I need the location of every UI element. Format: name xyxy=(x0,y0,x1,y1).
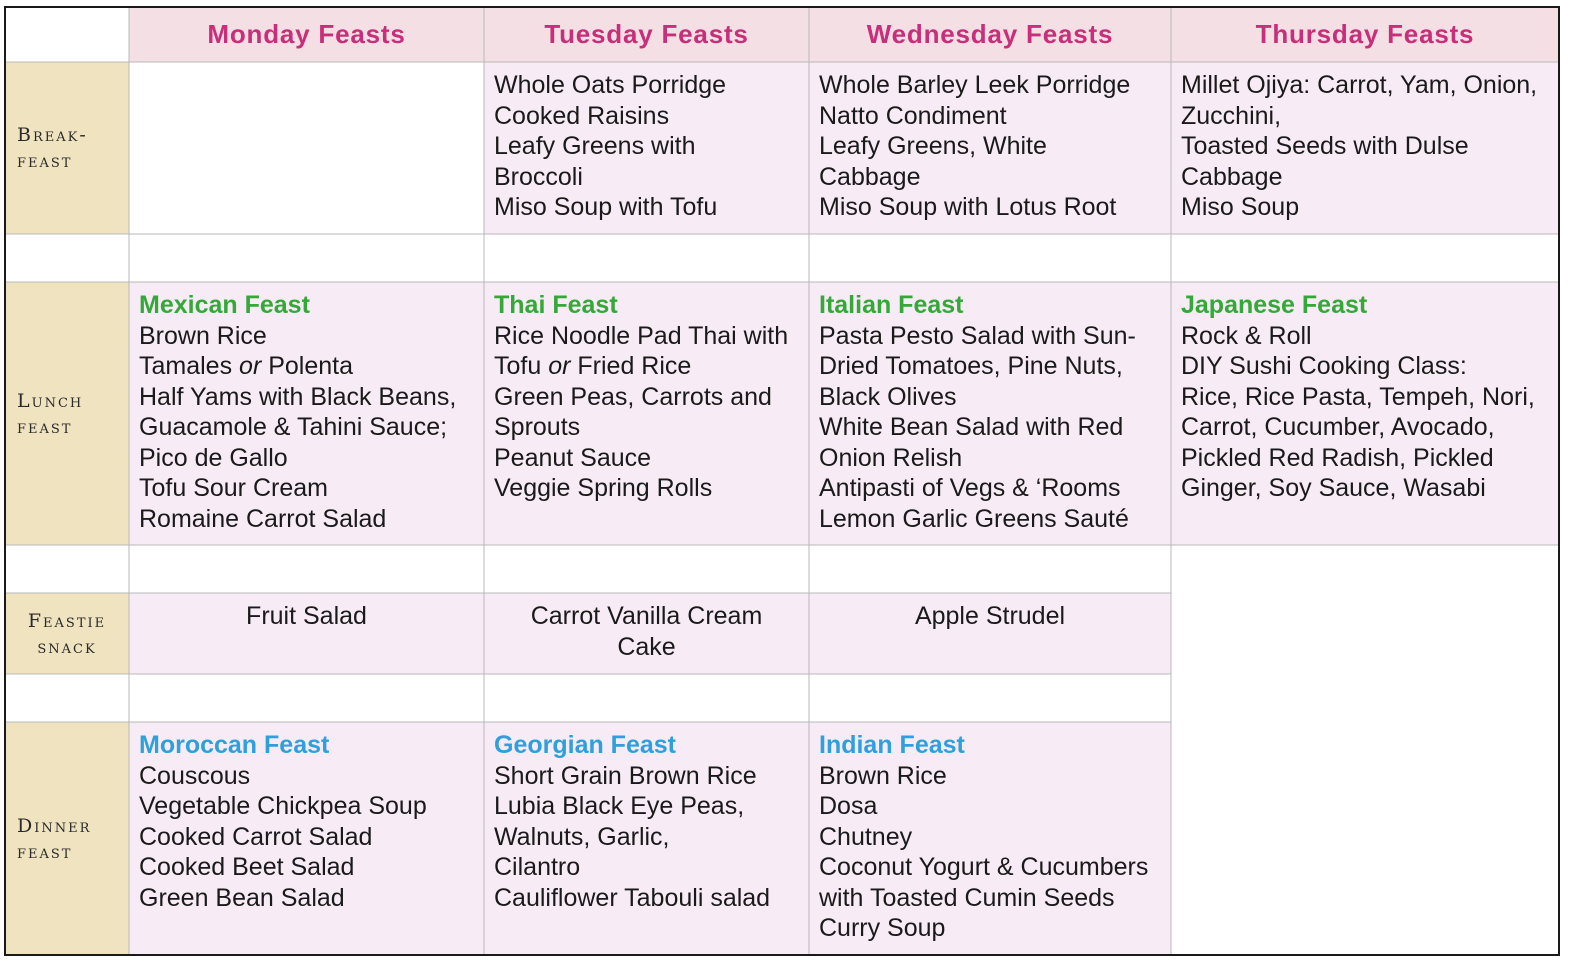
menu-item: Cooked Raisins xyxy=(494,101,670,130)
menu-item: Toasted Seeds with Dulse xyxy=(1181,132,1469,160)
menu-item: Cabbage xyxy=(819,162,921,191)
menu-item: Broccoli xyxy=(494,162,583,191)
feast-title: Moroccan Feast xyxy=(139,731,330,759)
header-monday: Monday Feasts xyxy=(129,7,484,62)
menu-item: Rock & Roll xyxy=(1181,321,1312,350)
menu-item: White Bean Salad with Red xyxy=(819,413,1124,441)
menu-item-part: Tamales xyxy=(139,352,240,380)
menu-item: Fruit Salad xyxy=(246,602,367,630)
row-label-breakfast-line2: feast xyxy=(17,150,73,172)
menu-item: Green Peas, Carrots and xyxy=(494,382,772,411)
feast-title: Mexican Feast xyxy=(139,291,310,319)
row-label-dinner-line1: Dinner xyxy=(17,814,92,837)
menu-item: Couscous xyxy=(139,761,251,790)
menu-item: Dried Tomatoes, Pine Nuts, xyxy=(819,352,1123,380)
menu-item: Half Yams with Black Beans, xyxy=(139,382,457,411)
menu-item: Leafy Greens with xyxy=(494,132,696,160)
menu-item: Lubia Black Eye Peas, xyxy=(494,792,745,820)
menu-item: Millet Ojiya: Carrot, Yam, Onion, xyxy=(1181,71,1538,99)
feast-title: Georgian Feast xyxy=(494,731,676,759)
menu-item: Dosa xyxy=(819,792,878,820)
menu-item: DIY Sushi Cooking Class: xyxy=(1181,352,1467,380)
row-label-lunch-line1: Lunch xyxy=(17,389,84,412)
menu-item: Tofu Sour Cream xyxy=(139,474,328,502)
menu-item: Lemon Garlic Greens Sauté xyxy=(819,504,1129,533)
menu-item: Cake xyxy=(617,632,676,661)
menu-item-part: Polenta xyxy=(261,352,354,380)
menu-item: Peanut Sauce xyxy=(494,443,652,472)
menu-item: Cilantro xyxy=(494,853,581,881)
row-label-snack-line2: snack xyxy=(37,635,97,658)
menu-item: Cabbage xyxy=(1181,162,1283,191)
menu-item: Vegetable Chickpea Soup xyxy=(139,792,427,820)
menu-item: Black Olives xyxy=(819,382,957,411)
feast-title: Japanese Feast xyxy=(1181,291,1368,319)
menu-item: Zucchini, xyxy=(1181,101,1282,130)
menu-item: Brown Rice xyxy=(139,321,267,350)
menu-item: Guacamole & Tahini Sauce; xyxy=(139,413,448,441)
menu-item: Antipasti of Vegs & ‘Rooms xyxy=(819,474,1121,502)
or-word: or xyxy=(239,352,262,380)
menu-item: Rice, Rice Pasta, Tempeh, Nori, xyxy=(1181,382,1535,411)
menu-item: Miso Soup with Tofu xyxy=(494,193,718,221)
menu-item: Cooked Carrot Salad xyxy=(139,822,373,851)
menu-item: Cauliflower Tabouli salad xyxy=(494,883,771,912)
feast-title: Indian Feast xyxy=(819,731,965,759)
menu-item: Short Grain Brown Rice xyxy=(494,761,757,790)
feast-title: Thai Feast xyxy=(494,291,618,319)
menu-item: Natto Condiment xyxy=(819,101,1007,130)
menu-item: Rice Noodle Pad Thai with xyxy=(494,321,789,350)
menu-item: Ginger, Soy Sauce, Wasabi xyxy=(1181,474,1486,502)
menu-item: Pico de Gallo xyxy=(139,443,288,472)
menu-item: Leafy Greens, White xyxy=(819,132,1047,160)
row-label-lunch-line2: feast xyxy=(17,415,73,438)
header-tuesday: Tuesday Feasts xyxy=(484,7,809,62)
menu-item: Onion Relish xyxy=(819,443,963,472)
menu-item-part: Tofu xyxy=(494,352,549,380)
menu-item: Veggie Spring Rolls xyxy=(494,474,713,502)
menu-item: Whole Barley Leek Porridge xyxy=(819,71,1131,99)
header-wednesday: Wednesday Feasts xyxy=(809,7,1171,62)
menu-item: Walnuts, Garlic, xyxy=(494,822,670,851)
menu-item: Pickled Red Radish, Pickled xyxy=(1181,443,1494,472)
menu-item: Whole Oats Porridge xyxy=(494,71,727,99)
feast-title: Italian Feast xyxy=(819,291,964,319)
menu-item: Curry Soup xyxy=(819,914,946,942)
menu-item: Miso Soup xyxy=(1181,193,1300,221)
menu-item: Green Bean Salad xyxy=(139,883,345,912)
menu-item: Carrot, Cucumber, Avocado, xyxy=(1181,413,1495,441)
menu-item: Romaine Carrot Salad xyxy=(139,504,387,533)
menu-item: with Toasted Cumin Seeds xyxy=(819,883,1115,912)
row-label-dinner-line2: feast xyxy=(17,840,73,863)
menu-item: Sprouts xyxy=(494,413,581,441)
menu-item: Pasta Pesto Salad with Sun- xyxy=(819,321,1136,350)
menu-item: Coconut Yogurt & Cucumbers xyxy=(819,853,1149,881)
menu-item: Miso Soup with Lotus Root xyxy=(819,193,1117,221)
menu-item: Apple Strudel xyxy=(914,602,1066,630)
menu-item: Chutney xyxy=(819,822,913,851)
menu-item: Brown Rice xyxy=(819,761,947,790)
menu-item-part: Fried Rice xyxy=(570,352,692,380)
header-thursday: Thursday Feasts xyxy=(1171,7,1559,62)
menu-item: Carrot Vanilla Cream xyxy=(530,602,763,630)
or-word: or xyxy=(548,352,571,380)
row-label-snack-line1: Feastie xyxy=(27,609,107,632)
menu-item: Cooked Beet Salad xyxy=(139,853,355,881)
row-label-breakfast-line1: Break- xyxy=(17,124,88,146)
